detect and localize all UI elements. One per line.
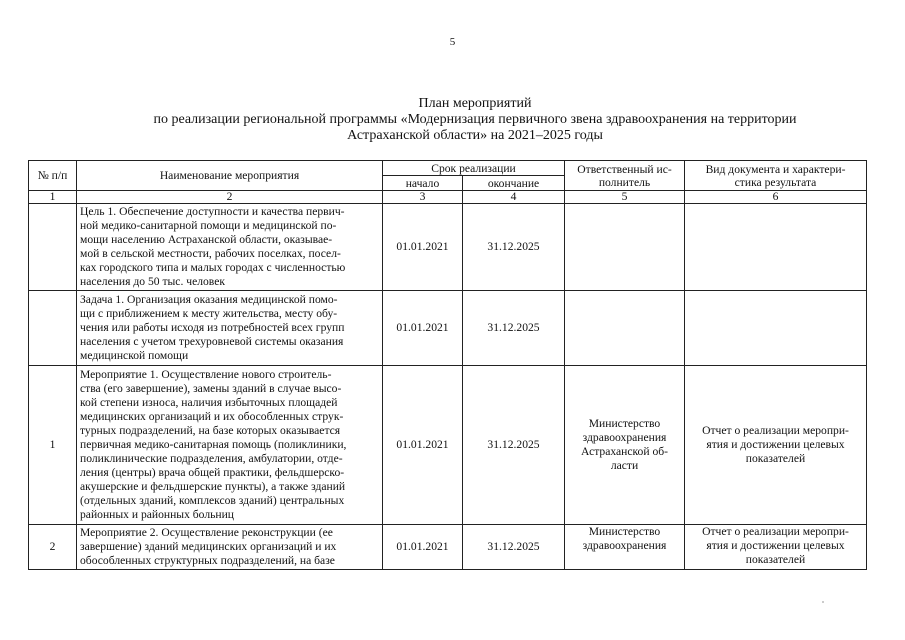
- row-end: 31.12.2025: [463, 525, 565, 570]
- column-number: 2: [77, 191, 383, 204]
- row-end: 31.12.2025: [463, 366, 565, 525]
- column-number: 4: [463, 191, 565, 204]
- column-number: 1: [29, 191, 77, 204]
- table-row: [29, 525, 867, 570]
- title-line-2: по реализации региональной программы «Модернизация первичного звена здравоохранения на территории: [153, 112, 797, 127]
- header-result: Вид документа и характери- стика результата: [685, 161, 867, 191]
- row-responsible: Министерство здравоохранения Астраханской об- ласти: [565, 366, 685, 525]
- header-period: Срок реализации: [383, 161, 565, 176]
- row-num: 2: [29, 525, 77, 570]
- row-result: Отчет о реализации меропри- ятия и достижении целевых показателей: [685, 366, 867, 525]
- row-num: [29, 291, 77, 366]
- scan-speck: [822, 601, 824, 603]
- table-row: [29, 291, 867, 366]
- title-line-3: Астраханской области» на 2021–2025 годы: [347, 128, 603, 143]
- row-result: Отчет о реализации меропри- ятия и достижении целевых показателей: [685, 525, 867, 570]
- table-row: [29, 204, 867, 291]
- row-name: Мероприятие 2. Осуществление реконструкции (ее завершение) зданий медицинских организаций и их обособленных структурных подразделений, на базе: [77, 525, 383, 570]
- row-end: 31.12.2025: [463, 291, 565, 366]
- column-number: 6: [685, 191, 867, 204]
- column-numbers-row: [29, 191, 867, 204]
- header-start: начало: [383, 176, 463, 191]
- row-start: 01.01.2021: [383, 525, 463, 570]
- header-name: Наименование мероприятия: [77, 161, 383, 191]
- header-responsible: Ответственный ис- полнитель: [565, 161, 685, 191]
- column-number: 3: [383, 191, 463, 204]
- row-end: 31.12.2025: [463, 204, 565, 291]
- header-num: № п/п: [29, 161, 77, 191]
- row-start: 01.01.2021: [383, 204, 463, 291]
- document-title: [40, 96, 905, 144]
- row-name: Мероприятие 1. Осуществление нового строитель- ства (его завершение), замены зданий в случае высо- кой степени износа, наличия избыточных площадей медицинских организаций и их обособленных струк- турных подразделений, на базе которых оказывается первичная медико-санитарная помощь (поликлиники, поликлинические подразделения, амбулатории, отде- ления (центры) врача общей практики, фельдшерско- акушерские и фельдшерские пункты), а также зданий (отдельных зданий, комплексов зданий) центральных районных и районных больниц: [77, 366, 383, 525]
- activities-table: [28, 160, 867, 570]
- header-row: [29, 161, 867, 176]
- row-start: 01.01.2021: [383, 366, 463, 525]
- row-name: Цель 1. Обеспечение доступности и качества первич- ной медико-санитарной помощи и медицинской по- мощи населению Астраханской области, оказывае- мой в сельской местности, рабочих поселках, посел- ках городского типа и малых городах с численностью населения до 50 тыс. человек: [77, 204, 383, 291]
- row-start: 01.01.2021: [383, 291, 463, 366]
- page-number: 5: [449, 36, 456, 48]
- header-end: окончание: [463, 176, 565, 191]
- row-num: 1: [29, 366, 77, 525]
- row-responsible: [565, 291, 685, 366]
- column-number: 5: [565, 191, 685, 204]
- row-num: [29, 204, 77, 291]
- title-line-1: План мероприятий: [418, 96, 532, 111]
- row-result: [685, 204, 867, 291]
- row-name: Задача 1. Организация оказания медицинской помо- щи с приближением к месту жительства, месту обу- чения или работы исходя из потребностей всех групп населения с учетом трехуровневой системы оказания медицинской помощи: [77, 291, 383, 366]
- row-responsible: [565, 204, 685, 291]
- table-row: [29, 366, 867, 525]
- row-result: [685, 291, 867, 366]
- row-responsible: Министерство здравоохранения: [565, 525, 685, 570]
